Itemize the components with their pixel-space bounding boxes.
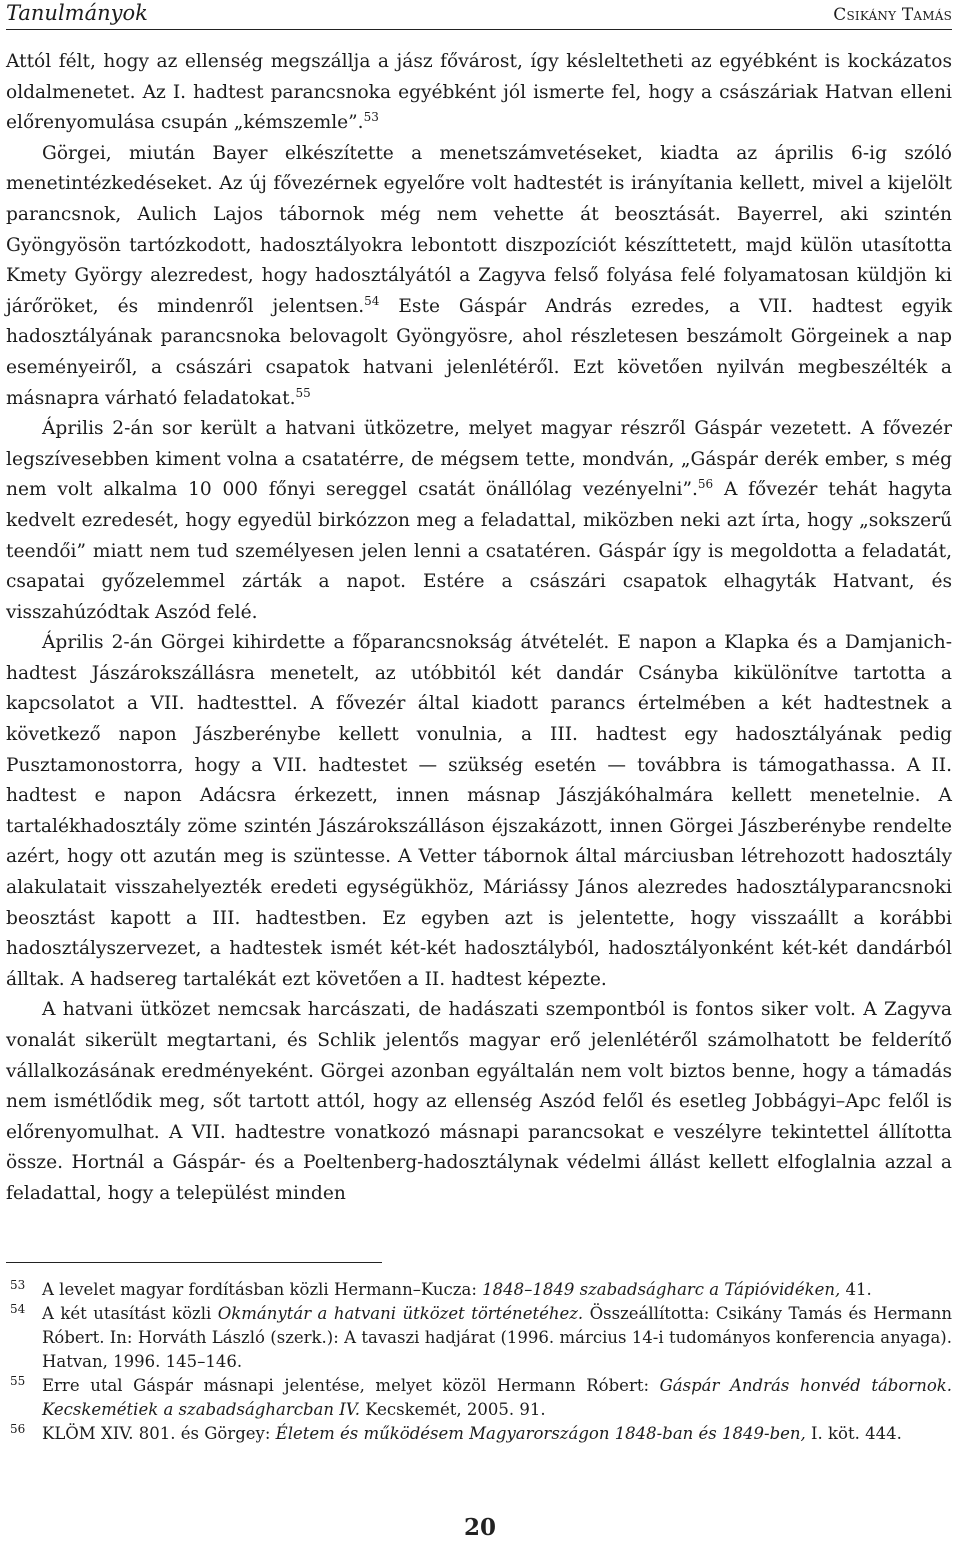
- text-run: Erre utal Gáspár másnapi jelentése, melyet közöl Hermann Róbert:: [42, 1376, 660, 1395]
- page-number: 20: [463, 1514, 496, 1541]
- footnote-reference: 56: [697, 477, 714, 492]
- footnote-number: 55: [10, 1374, 26, 1388]
- text-run: 41.: [840, 1280, 872, 1299]
- footnote: [6, 1422, 952, 1446]
- footnote-number: 53: [10, 1278, 26, 1292]
- paragraph: [6, 414, 952, 628]
- footnote: [6, 1374, 952, 1422]
- italic-title: 1848–1849 szabadságharc a Tápióvidéken,: [482, 1280, 841, 1299]
- body-text: [6, 47, 952, 1210]
- footnote-separator: [6, 1262, 382, 1263]
- text-run: A hatvani ütközet nemcsak harcászati, de hadászati szempontból is fontos siker volt. A Zagyva vonalát sikerült megtartani, és Schlik jelentős magyar erő jelenlétéről számolhatott be felderítő vállalkozásának eredményeként. Görgei azonban egyáltalán nem volt biztos benne, hogy a támadás nem ismétlődik meg, sőt tartott attól, hogy az ellenség Aszód felől és esetleg Jobbágyi–Apc felől is előrenyomulhat. A VII. hadtestre vonatkozó másnapi parancsokat e veszélyre tekintettel állította össze. Hortnál a Gáspár- és a Poeltenberg-hadosztálynak védelmi állást kellett elfoglalnia azzal a feladattal, hogy a települést minden: [6, 999, 952, 1204]
- footnote-number: 56: [10, 1422, 26, 1436]
- footnote-reference: 53: [363, 110, 379, 125]
- footnote-reference: 55: [295, 385, 311, 400]
- footnotes: [6, 1278, 952, 1446]
- italic-title: Életem és működésem Magyarországon 1848-ban és 1849-ben,: [275, 1424, 806, 1443]
- text-run: A két utasítást közli: [42, 1304, 218, 1323]
- author-name: Csikány Tamás: [833, 5, 952, 25]
- italic-title: Okmánytár a hatvani ütközet történetéhez.: [217, 1304, 584, 1323]
- text-run: Görgei, miután Bayer elkészítette a menetszámvetéseket, kiadta az április 6-ig szóló menetintézkedéseket. Az új fővezérnek egyelőre volt hadtestét is irányítania kellett, mivel a kijelölt parancsnok, Aulich Lajos tábornok még nem vehette át beosztását. Bayerrel, aki szintén Gyöngyösön tartózkodott, hadosztályokra lebontott diszpozíciót készíttetett, majd külön utasította Kmety György alezredest, hogy hadosztályától a Zagyva felső folyása felé folyamatosan küldjön ki járőröket, és mindenről jelentsen.: [6, 142, 952, 317]
- text-run: Április 2-án sor került a hatvani ütközetre, melyet magyar részről Gáspár vezetett. A fővezér legszívesebben kiment volna a csatatérre, de mégsem tette, mondván, „Gáspár derék ember, s még nem volt alkalma 10 000 főnyi sereggel csatát önállólag vezényelni”.: [6, 418, 952, 501]
- paragraph: [6, 995, 952, 1209]
- text-run: Összeállította: Csikány Tamás és Hermann Róbert. In: Horváth László (szerk.): A tavaszi hadjárat (1996. március 14-i tudományos konferencia anyaga). Hatvan, 1996. 145–146.: [42, 1304, 953, 1371]
- footnote: [6, 1278, 952, 1302]
- text-run: Attól félt, hogy az ellenség megszállja a jász fővárost, így késleltetheti az egyébként is kockázatos oldalmenetet. Az I. hadtest parancsnoka egyébként jól ismerte fel, hogy a császáriak Hatvan elleni előrenyomulása csupán „kémszemle”.: [6, 51, 952, 134]
- running-header: [6, 0, 952, 30]
- text-run: A levelet magyar fordításban közli Hermann–Kucza:: [42, 1280, 483, 1299]
- paragraph: [6, 628, 952, 995]
- text-run: KLÖM XIV. 801. és Görgey:: [42, 1424, 276, 1443]
- text-run: I. köt. 444.: [805, 1424, 902, 1443]
- text-run: Este Gáspár András ezredes, a VII. hadtest egyik hadosztályának parancsnoka belovagolt Gyöngyösre, ahol részletesen beszámolt Görgeinek a nap eseményeiről, a császári csapatok hatvani jelenlétéről. Ezt követően nyilván megbeszélték a másnapra várható feladatokat.: [6, 295, 952, 409]
- footnote: [6, 1302, 952, 1374]
- section-title: Tanulmányok: [6, 1, 148, 25]
- paragraph: [6, 139, 952, 414]
- text-run: A fővezér tehát hagyta kedvelt ezredesét, hogy egyedül birkózzon meg a feladattal, miközben neki azt írta, hogy „sokszerű teendői” miatt nem tud személyesen jelen lenni a csatatéren. Gáspár így is megoldotta a feladatát, csapatai győzelemmel zárták a napot. Estére a császári csapatok elhagyták Hatvant, és visszahúzódtak Aszód felé.: [6, 479, 952, 623]
- footnote-reference: 54: [364, 293, 380, 308]
- text-run: Kecskemét, 2005. 91.: [360, 1400, 546, 1419]
- footnote-number: 54: [10, 1302, 26, 1316]
- italic-title: Gáspár András honvéd tábornok. Kecskemétiek a szabadságharcban IV.: [42, 1376, 952, 1419]
- paragraph: [6, 47, 952, 139]
- text-run: Április 2-án Görgei kihirdette a főparancsnokság átvételét. E napon a Klapka és a Damjanich-hadtest Jászárokszállásra menetelt, az utóbbitól két dandár Csányba kikülönítve tartotta a kapcsolatot a VII. hadtesttel. A fővezér által kiadott parancs értelmében a két hadtestnek a következő napon Jászberénybe kellett vonulnia, a III. hadtest egy hadosztályának pedig Pusztamonostorra, hogy a VII. hadtestet — szükség esetén — továbbra is támogathassa. A II. hadtest e napon Adácsra érkezett, innen másnap Jászjákóhalmára kellett menetelnie. A tartalékhadosztály zöme szintén Jászárokszálláson éjszakázott, innen Görgei Jászberénybe rendelte azért, hogy ott azután meg is szüntesse. A Vetter tábornok által márciusban létrehozott hadosztály alakulatait visszahelyezték eredeti egységükhöz, Máriássy János alezredes hadosztályparancsnoki beosztást kapott a III. hadtestben. Ez egyben azt is jelentette, hogy visszaállt a korábbi hadosztályszervezet, a hadtestek ismét két-két hadosztályból, hadosztályonként két-két dandárból álltak. A hadsereg tartalékát ezt követően a II. hadtest képezte.: [6, 632, 952, 990]
